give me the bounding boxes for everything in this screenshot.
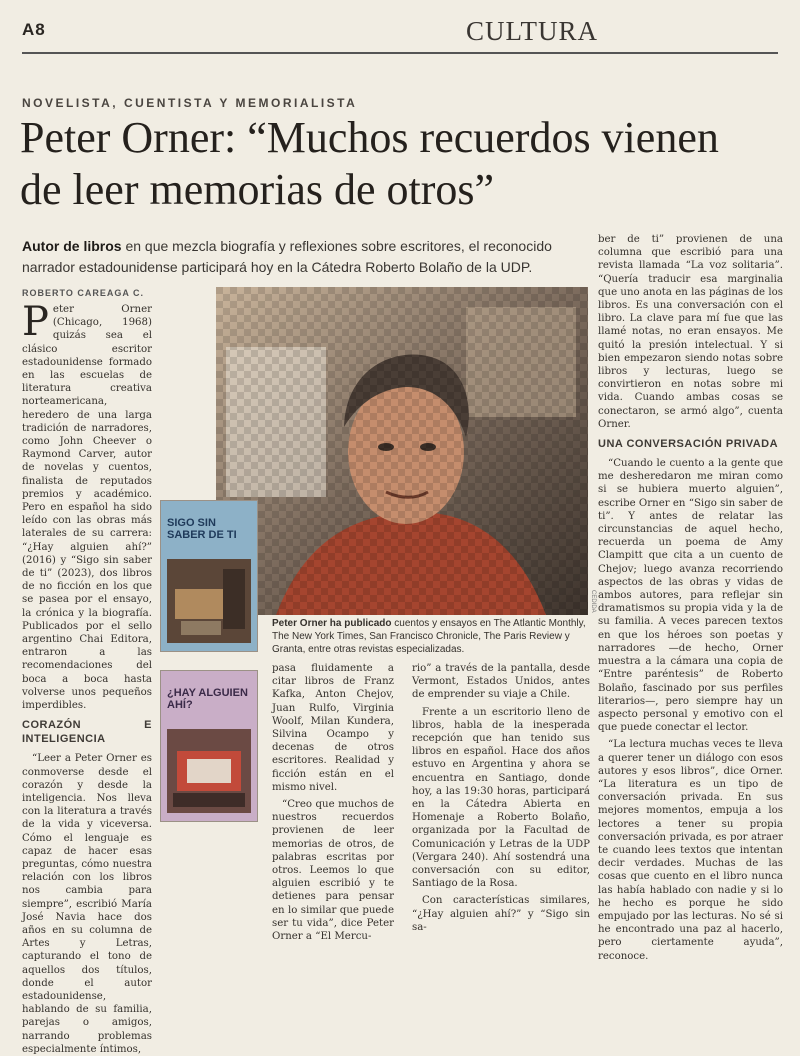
book-title: SIGO SIN SABER DE TI [167, 517, 237, 541]
lead-text: eter Orner (Chicago, 1968) quizás sea el clásico escritor estadounidense formado en las escuelas de literatura creativa norteamericana, heredero de una larga tradición de narradores, como John Cheever o Raymond Carver, autor de novelas y cuentos, finalista de reputados premios y académico. Pero en español ha sido leído con las obras más laterales de su carrera: “¿Hay alguien ahí?” (2016) y “Sigo sin saber de ti” (2023), dos libros de no ficción en los que se pasea por el ensayo, la crónica y la biografía. Publicados por el sello argentino Chai Editora, entraron a las recomendaciones del boca a boca hasta volverse unos pequeños imperdibles. [22, 304, 152, 712]
dek [22, 236, 582, 278]
headline: Peter Orner: “Muchos recuerdos vienen de leer memorias de otros” [20, 113, 719, 214]
paragraph: Frente a un escritorio lleno de libros, habla de la inesperada recepción que han tenido sus libros en español. Hace dos años estuvo en Argentina y ahora se encuentra en Santiago, donde hoy, a las 19:30 horas, participará en la Cátedra Abierta en Homenaje a Roberto Bolaño, organizada por la Facultad de Comunicación y Letras de la UDP (Vergara 240). Ahí sostendrá una conversación con su editor, Santiago de la Rosa. [412, 706, 590, 890]
dek-lead: Autor de libros [22, 238, 122, 254]
caption-rest: cuentos y ensayos en The Atlantic Monthly, The New York Times, San Francisco Chronicle, The Paris Review y Granta, entre otras revistas especializadas. [272, 618, 586, 655]
subhead-corazon: CORAZÓN E INTELIGENCIA [22, 719, 152, 746]
page-number: A8 [22, 20, 46, 39]
column-4 [412, 662, 590, 933]
book-cover-image [167, 729, 251, 813]
paragraph: Con características similares, “¿Hay alguien ahí?” y “Sigo sin sa- [412, 895, 590, 933]
photo-credit: CEDIDA [590, 590, 596, 613]
section-title: CULTURA [466, 16, 599, 46]
paragraph: pasa fluidamente a citar libros de Franz Kafka, Anton Chejov, Juan Rulfo, Virginia Woolf, Milan Kundera, Silvina Ocampo y decenas de otros escritores. Realidad y ficción están en el mismo nivel. [272, 663, 394, 793]
book-cover-hay-alguien-ahi [160, 670, 258, 822]
kicker: NOVELISTA, CUENTISTA Y MEMORIALISTA [22, 96, 358, 110]
dek-rest: en que mezcla biografía y reflexiones sobre escritores, el reconocido narrador estadounidense participará hoy en la Cátedra Roberto Bolaño de la UDP. [22, 238, 552, 275]
header-rule [22, 52, 778, 54]
paragraph: rio” a través de la pantalla, desde Vermont, Estados Unidos, antes de emprender su viaje a Chile. [412, 663, 590, 701]
caption-lead: Peter Orner ha publicado [272, 618, 392, 629]
book-title: ¿HAY ALGUIEN AHÍ? [167, 687, 248, 711]
photo-caption [272, 617, 592, 656]
byline: ROBERTO CAREAGA C. [22, 288, 145, 298]
column-3 [272, 662, 394, 943]
paragraph: ber de ti” provienen de una columna que escribió para una revista llamada “La voz solitaria”. “Quería traducir esa marginalia que uno anota en las páginas de los libros. Es una conversación con el libro. La clave para mí fue que las llamé notas, no eran ensayos. Me quitó la presión intelectual. Y si bien empezaron siendo notas sobre libros y lecturas, luego se convirtieron en notas sobre mi vida. Cuando ambas cosas se conectaron, se armó algo”, cuenta Orner. [598, 234, 783, 430]
subhead-conversacion: UNA CONVERSACIÓN PRIVADA [598, 438, 779, 451]
book-cover-image [167, 559, 251, 643]
paragraph: “Cuando le cuento a la gente que me desheredaron me miran como si se hubiera muerto alguien”, escribe Orner en “Sigo sin saber de ti”. Y antes de relatar las circunstancias de aquel hecho, recuerda un poema de Amy Clampitt que cita a un cuento de Chejov; luego avanza recorriendo aspectos de las obras y vidas de ambos autores, para reflejar sin dramatismos su propia vida y la de su familia. A veces parecen textos en que los héroes son poetas y narradores —de hecho, Orner muestra a la cámara una copia de “Entre paréntesis” de Roberto Bolaño, fascinado por sus perfiles literarios—, pero siempre hay un aspecto personal y emotivo con el que puede conectar el lector. [598, 458, 783, 734]
column-1 [22, 299, 152, 1055]
author-portrait-image [216, 287, 588, 615]
paragraph: “La lectura muchas veces te lleva a querer tener un diálogo con esos autores y esos libros”, dice Orner. “La literatura es un tipo de conversación privada. En sus mejores momentos, empuja a los lectores a tener su propia conversación privada, es por atraer te cuando lees textos que intentan decir verdades. Muchas de las cosas que cuento en el libro nunca las había hablado con nadie y si lo he hecho es porque he sido empujado por las lecturas. No sé si he encontrado una paz al hacerlo, pero ciertamente ayuda”, reconoce. [598, 739, 783, 962]
paragraph: “Leer a Peter Orner es conmoverse desde el corazón y desde la inteligencia. Nos lleva con la literatura a través de la vida y viceversa. Cómo el lenguaje es capaz de hacer esas preguntas, cómo nuestra relación con los libros nos cambia para siempre”, escribió María José Navia hace dos años en su columna de Artes y Letras, capturando el tono de aquellos dos títulos, donde el autor estadounidense, hablando de su familia, parejas o amigos, narrando problemas especialmente íntimos, [22, 753, 152, 1055]
author-photo [216, 287, 588, 615]
column-5 [598, 233, 783, 962]
dropcap: P [22, 299, 49, 345]
lead-paragraph [22, 299, 152, 712]
book-cover-sigo-sin-saber [160, 500, 258, 652]
paragraph: “Creo que muchos de nuestros recuerdos provienen de leer memorias de otros, de palabras escritas por otros. Leemos lo que alguien escribió y te detienes para pensar en lo similar que puede ser tu vida”, dice Peter Orner a “El Mercu- [272, 799, 394, 943]
